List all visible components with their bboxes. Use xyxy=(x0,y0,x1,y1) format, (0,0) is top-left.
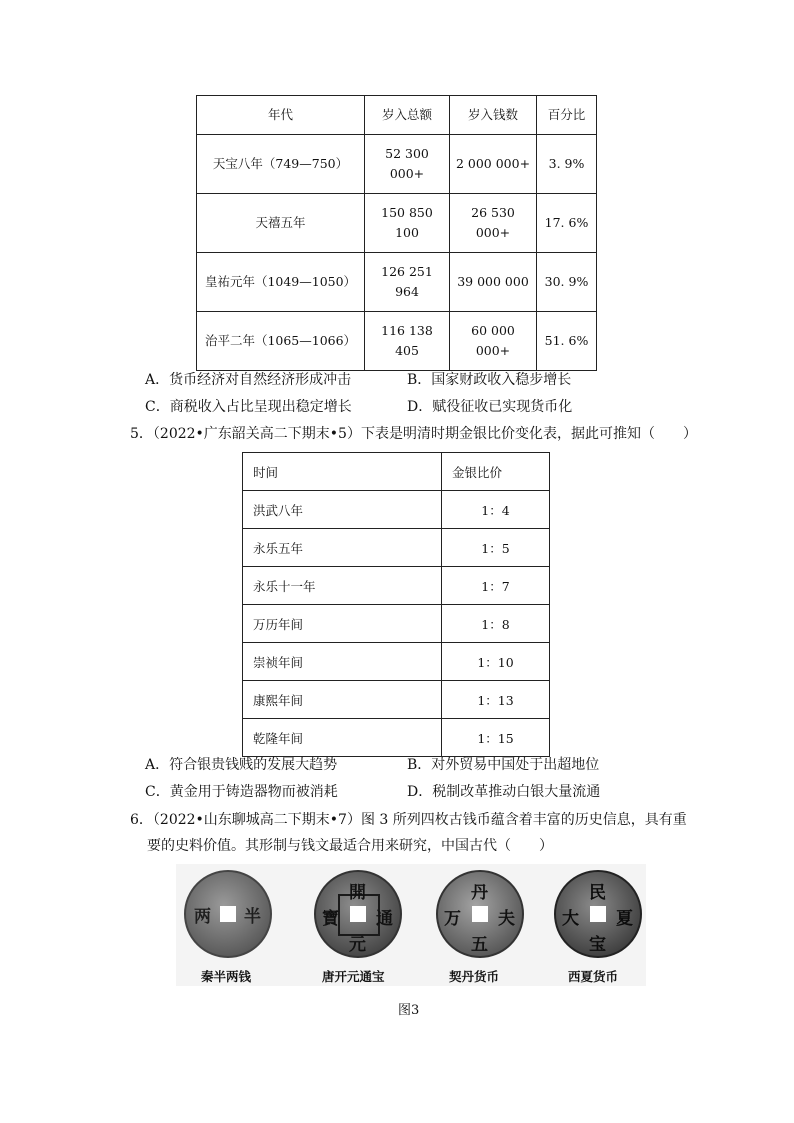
table-row xyxy=(243,491,550,529)
coin-glyph: 半 xyxy=(244,907,261,927)
cell-pct: 30. 9% xyxy=(537,253,597,312)
coin-square-hole xyxy=(220,906,236,922)
coin-caption: 西夏货币 xyxy=(568,969,619,984)
header-total: 岁入总额 xyxy=(365,96,450,135)
cell-pct: 51. 6% xyxy=(537,312,597,371)
q5-option-b: B．对外贸易中国处于出超地位 xyxy=(407,757,600,773)
q4-option-c: C．商税收入占比呈现出稳定增长 xyxy=(145,399,352,415)
table-row xyxy=(197,253,597,312)
cell-era: 天禧五年 xyxy=(197,194,365,253)
cell-total: 126 251 964 xyxy=(365,253,450,312)
q5-option-c: C．黄金用于铸造器物而被消耗 xyxy=(145,784,338,800)
revenue-table xyxy=(196,95,597,371)
coin-square-hole xyxy=(472,906,488,922)
q5-option-d: D．税制改革推动白银大量流通 xyxy=(407,784,601,800)
table-header-row xyxy=(243,453,550,491)
coin-caption: 秦半两钱 xyxy=(201,969,252,984)
header-era: 年代 xyxy=(197,96,365,135)
coin-glyph: 元 xyxy=(349,935,366,955)
q5-option-a: A．符合银贵钱贱的发展大趋势 xyxy=(145,757,338,773)
q4-option-d: D．赋役征收已实现货币化 xyxy=(407,399,573,415)
coin-glyph: 丹 xyxy=(471,883,488,903)
coin-square-hole xyxy=(590,906,606,922)
cell-ratio: 1：10 xyxy=(442,643,550,681)
cell-era: 皇祐元年（1049—1050） xyxy=(197,253,365,312)
cell-total: 52 300 000+ xyxy=(365,135,450,194)
q4-option-a: A．货币经济对自然经济形成冲击 xyxy=(145,372,352,388)
cell-ratio: 1：7 xyxy=(442,567,550,605)
coin-glyph: 宝 xyxy=(589,935,606,955)
cell-time: 乾隆年间 xyxy=(243,719,442,757)
header-money: 岁入钱数 xyxy=(450,96,537,135)
coin-square-hole xyxy=(350,906,366,922)
coin-glyph: 五 xyxy=(471,935,488,955)
coin-glyph: 寶 xyxy=(322,909,339,929)
cell-era: 治平二年（1065—1066） xyxy=(197,312,365,371)
cell-time: 洪武八年 xyxy=(243,491,442,529)
table-row xyxy=(243,681,550,719)
table-row xyxy=(197,135,597,194)
coin-caption: 契丹货币 xyxy=(449,969,500,984)
header-pct: 百分比 xyxy=(537,96,597,135)
cell-pct: 17. 6% xyxy=(537,194,597,253)
header-time: 时间 xyxy=(243,453,442,491)
coin-khitan xyxy=(436,870,524,958)
coin-glyph: 開 xyxy=(349,883,366,903)
table-row xyxy=(243,529,550,567)
coin-glyph: 民 xyxy=(589,883,606,903)
q6-stem-line2: 要的史料价值。其形制与钱文最适合用来研究，中国古代（ ） xyxy=(147,838,553,854)
cell-money: 39 000 000 xyxy=(450,253,537,312)
coin-glyph: 两 xyxy=(194,907,211,927)
cell-pct: 3. 9% xyxy=(537,135,597,194)
table-row xyxy=(243,567,550,605)
table-row xyxy=(243,643,550,681)
cell-time: 康熙年间 xyxy=(243,681,442,719)
table-row xyxy=(243,605,550,643)
cell-total: 116 138 405 xyxy=(365,312,450,371)
coin-qin-banliang xyxy=(184,870,272,958)
table-row xyxy=(243,719,550,757)
gold-silver-table xyxy=(242,452,550,757)
cell-ratio: 1：13 xyxy=(442,681,550,719)
cell-time: 万历年间 xyxy=(243,605,442,643)
cell-ratio: 1：5 xyxy=(442,529,550,567)
coin-tang-kaiyuan xyxy=(314,870,402,958)
cell-ratio: 1：4 xyxy=(442,491,550,529)
cell-time: 崇祯年间 xyxy=(243,643,442,681)
coin-glyph: 万 xyxy=(444,909,461,929)
table-header-row xyxy=(197,96,597,135)
cell-time: 永乐五年 xyxy=(243,529,442,567)
table-row xyxy=(197,194,597,253)
cell-money: 2 000 000+ xyxy=(450,135,537,194)
header-ratio: 金银比价 xyxy=(442,453,550,491)
coin-caption: 唐开元通宝 xyxy=(322,969,385,984)
q6-stem-line1: 6．（2022•山东聊城高二下期末•7）图 3 所列四枚古钱币蕴含着丰富的历史信息，具有重 xyxy=(130,812,687,828)
q5-stem: 5．（2022•广东韶关高二下期末•5）下表是明清时期金银比价变化表，据此可推知（ ） xyxy=(130,426,697,442)
cell-time: 永乐十一年 xyxy=(243,567,442,605)
cell-money: 60 000 000+ xyxy=(450,312,537,371)
table-row xyxy=(197,312,597,371)
coin-xixia xyxy=(554,870,642,958)
cell-money: 26 530 000+ xyxy=(450,194,537,253)
cell-ratio: 1：15 xyxy=(442,719,550,757)
figure-caption: 图3 xyxy=(398,1003,420,1018)
coin-glyph: 通 xyxy=(376,909,393,929)
cell-era: 天宝八年（749—750） xyxy=(197,135,365,194)
q4-option-b: B．国家财政收入稳步增长 xyxy=(407,372,572,388)
coin-glyph: 夫 xyxy=(498,909,515,929)
coin-glyph: 大 xyxy=(562,909,579,929)
cell-ratio: 1：8 xyxy=(442,605,550,643)
coin-glyph: 夏 xyxy=(616,909,633,929)
cell-total: 150 850 100 xyxy=(365,194,450,253)
